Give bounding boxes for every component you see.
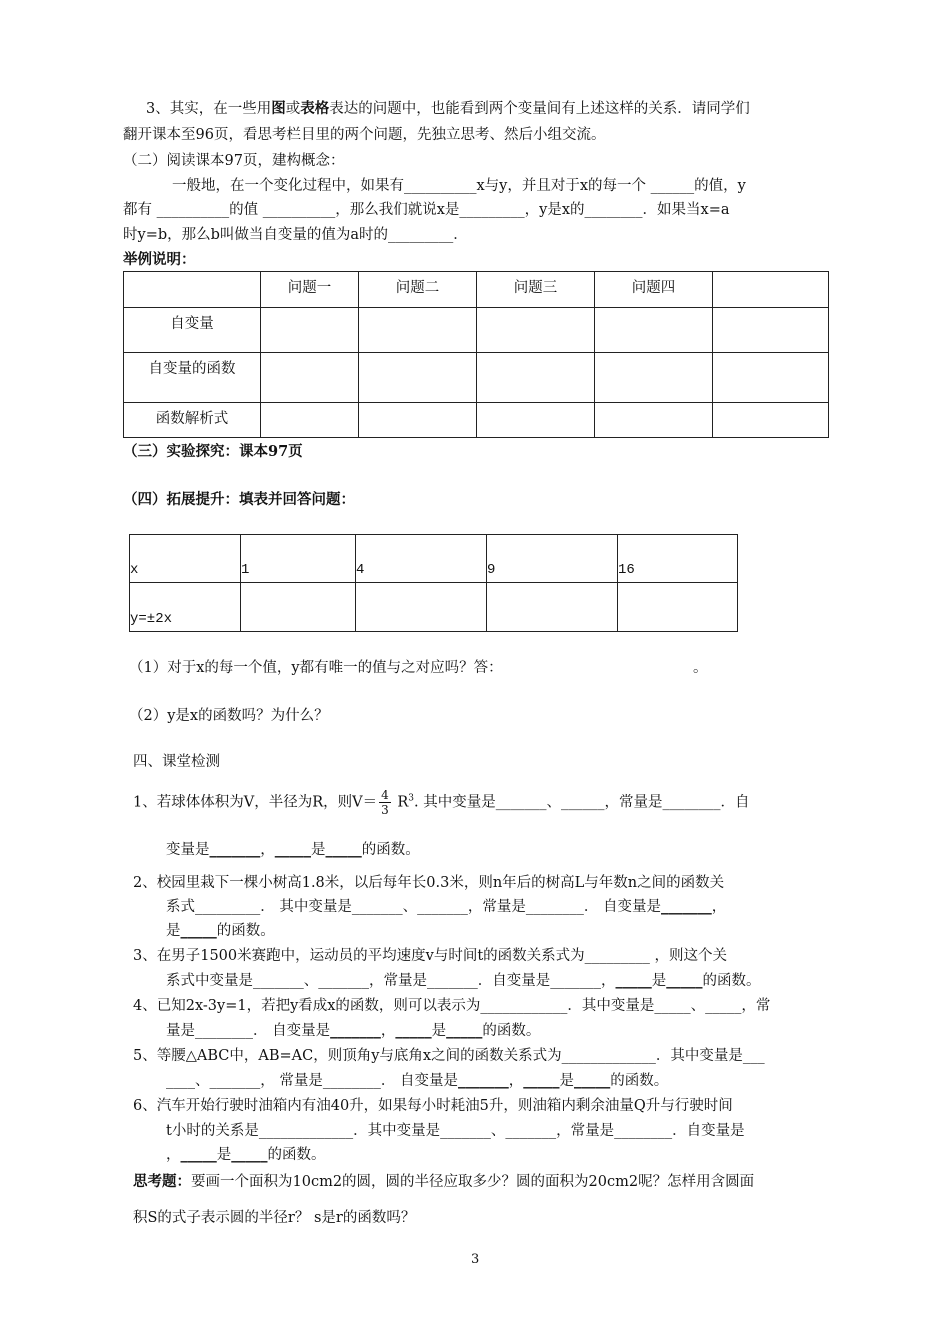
table-cell: [356, 583, 487, 632]
table-header: 问题一: [261, 272, 359, 308]
exercise-3-line-1: 3、在男子1500米赛跑中，运动员的平均速度v与时间t的函数关系式为_________ ，则这个关: [133, 948, 728, 964]
concept-table: [123, 271, 829, 438]
table-cell: y=±2x: [130, 583, 241, 632]
section-4-title: （四）拓展提升：填表并回答问题：: [123, 491, 355, 508]
table-cell: [618, 583, 738, 632]
table-cell: [477, 308, 595, 353]
page-number: 3: [471, 1252, 480, 1267]
table-row: [124, 403, 829, 438]
paragraph-3-line-2: 翻开课本至96页，看思考栏目里的两个问题，先独立思考、然后小组交流。: [123, 127, 606, 143]
table-cell: [595, 403, 713, 438]
exercise-6-line-3: ，_____是_____的函数。: [166, 1146, 326, 1163]
row-label: 自变量的函数: [124, 353, 261, 403]
exercise-6-line-1: 6、汽车开始行驶时油箱内有油40升，如果每小时耗油5升，则油箱内剩余油量Q升与行驶时间: [133, 1098, 733, 1114]
table-cell: [477, 353, 595, 403]
exercise-2-line-2: 系式_________． 其中变量是_______、_______，常量是________． 自变量是_______，: [166, 898, 727, 915]
table-header: 问题二: [359, 272, 477, 308]
table-cell: [595, 308, 713, 353]
question-1-end: 。: [693, 660, 708, 676]
concept-line-1: 一般地，在一个变化过程中，如果有__________x与y，并且对于x的每一个 ______的值，y: [172, 178, 746, 194]
fill-table: [129, 534, 738, 632]
table-cell: [261, 308, 359, 353]
think-question-line-1: 思考题：要画一个面积为10cm2的圆，圆的半径应取多少？圆的面积为20cm2呢？怎样用含圆面: [133, 1173, 755, 1190]
table-cell: [241, 583, 356, 632]
think-label: 思考题：: [133, 1173, 191, 1190]
table-cell: 1: [241, 535, 356, 583]
row-label: 函数解析式: [124, 403, 261, 438]
table-header: 问题四: [595, 272, 713, 308]
table-cell: [487, 583, 618, 632]
table-row: [130, 535, 738, 583]
table-cell: [359, 308, 477, 353]
exercise-1-line-2: 变量是_______，_____是_____的函数。: [166, 841, 420, 858]
table-row: [124, 308, 829, 353]
example-label: 举例说明：: [123, 251, 196, 268]
exercise-2-line-1: 2、校园里栽下一棵小树高1.8米，以后每年长0.3米，则n年后的树高L与年数n之间的函数关: [133, 875, 725, 891]
table-cell: 4: [356, 535, 487, 583]
table-cell: [713, 353, 829, 403]
fraction-4-3: $\frac{4}{3}$: [381, 788, 389, 817]
exercise-2-line-3: 是_____的函数。: [166, 922, 275, 939]
section-2-title: （二）阅读课本97页，建构概念：: [123, 153, 345, 169]
table-cell: [713, 308, 829, 353]
table-row: [130, 583, 738, 632]
think-question-line-2: 积S的式子表示圆的半径r？ s是r的函数吗？: [133, 1210, 416, 1226]
table-cell: 16: [618, 535, 738, 583]
bold-term-table: 表格: [300, 100, 330, 117]
paragraph-3-line-1: 3、其实，在一些用图或表格表达的问题中，也能看到两个变量间有上述这样的关系．请同学们: [146, 100, 750, 117]
table-cell: [713, 272, 829, 308]
concept-line-3: 时y=b，那么b叫做当自变量的值为a时的_________．: [123, 227, 468, 243]
test-title: 四、课堂检测: [133, 754, 220, 770]
table-cell: 9: [487, 535, 618, 583]
table-row: [124, 272, 829, 308]
row-label: 自变量: [124, 308, 261, 353]
question-2: （2）y是x的函数吗？为什么？: [129, 708, 329, 724]
exercise-1-line-1: 1、若球体体积为V，半径为R，则V＝ $\frac{4}{3}$ $R^3$. 其中变量是_______、______，常量是________．自: [133, 788, 750, 817]
table-row: [124, 353, 829, 403]
exercise-3-line-2: 系式中变量是_______、_______，常量是_______．自变量是_______，_____是_____的函数。: [166, 972, 761, 989]
exercise-5-line-2: ____、_______， 常量是________． 自变量是_______，_____是_____的函数。: [166, 1072, 669, 1089]
exercise-4-line-2: 量是________． 自变量是_______，_____是_____的函数。: [166, 1022, 541, 1039]
table-cell: [595, 353, 713, 403]
question-1: （1）对于x的每一个值，y都有唯一的值与之对应吗？答：: [129, 660, 503, 676]
table-cell: x: [130, 535, 241, 583]
table-cell: [124, 272, 261, 308]
table-header: 问题三: [477, 272, 595, 308]
bold-term-graph: 图: [271, 100, 286, 117]
table-cell: [359, 403, 477, 438]
section-3-title: （三）实验探究：课本97页: [123, 443, 303, 460]
table-cell: [261, 403, 359, 438]
table-cell: [261, 353, 359, 403]
table-cell: [713, 403, 829, 438]
table-cell: [359, 353, 477, 403]
concept-line-2: 都有 __________的值 __________，那么我们就说x是_________，y是x的________．如果当x=a: [123, 202, 730, 218]
exercise-6-line-2: t小时的关系是_____________．其中变量是_______、_______，常量是________．自变量是: [166, 1123, 745, 1139]
exercise-5-line-1: 5、等腰△ABC中，AB=AC，则顶角y与底角x之间的函数关系式为_____________．其中变量是___: [133, 1048, 765, 1064]
exercise-4-line-1: 4、已知2x-3y=1，若把y看成x的函数，则可以表示为____________．其中变量是_____、_____，常: [133, 998, 771, 1014]
table-cell: [477, 403, 595, 438]
